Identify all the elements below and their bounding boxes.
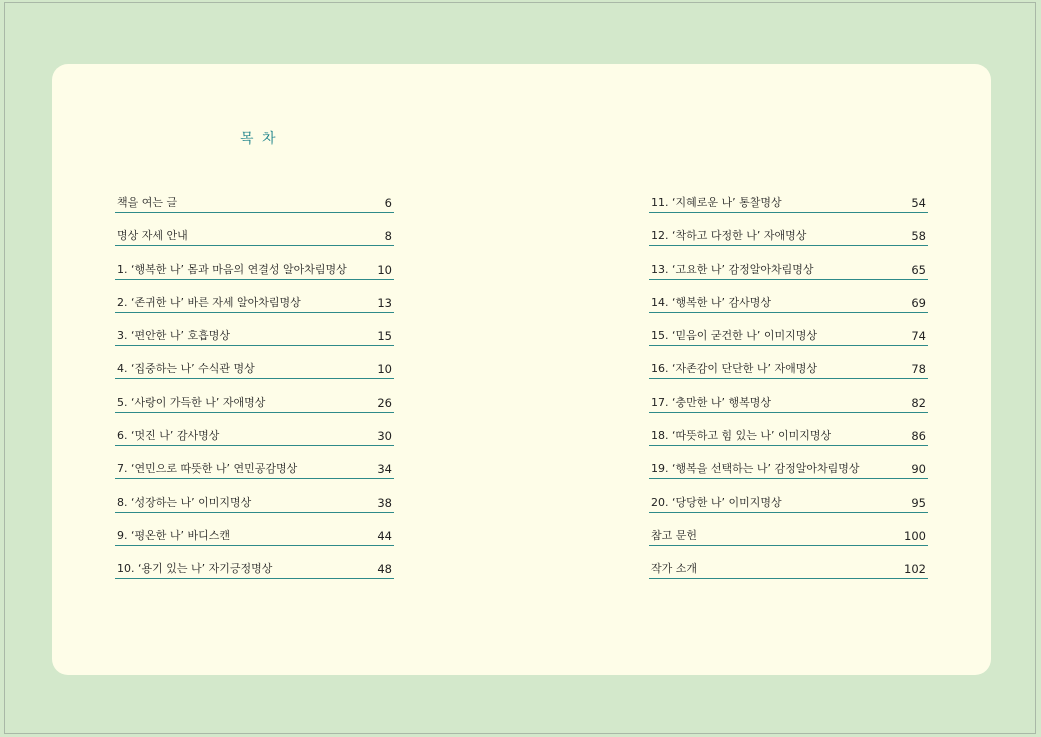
toc-entry-page-number: 10 [377, 262, 392, 277]
toc-entry[interactable] [649, 257, 928, 290]
toc-entry[interactable] [115, 356, 394, 389]
toc-entry-line [115, 427, 394, 446]
toc-entry-line [115, 560, 394, 579]
toc-entry-page-number: 6 [384, 196, 392, 210]
toc-entry-page-number: 48 [377, 562, 392, 577]
toc-entry-label: 1. ‘행복한 나’ 몸과 마음의 연결성 알아차림명상 [117, 262, 347, 276]
toc-entry-page-number: 58 [911, 229, 926, 244]
toc-entry[interactable] [115, 490, 394, 523]
toc-entry-line [649, 560, 928, 579]
toc-entry-label: 17. ‘충만한 나’ 행복명상 [651, 395, 771, 409]
toc-entry-label: 20. ‘당당한 나’ 이미지명상 [651, 495, 782, 509]
toc-entry-label: 작가 소개 [651, 562, 698, 576]
toc-entry[interactable] [649, 290, 928, 323]
toc-entry-label: 10. ‘용기 있는 나’ 자기긍정명상 [117, 562, 273, 576]
toc-entry-page-number: 90 [911, 462, 926, 477]
toc-title: 목 차 [240, 131, 278, 147]
toc-entry[interactable] [115, 390, 394, 423]
toc-entry[interactable] [115, 323, 394, 356]
toc-entry-page-number: 69 [911, 295, 926, 310]
toc-entry-page-number: 74 [911, 329, 926, 344]
toc-entry[interactable] [649, 490, 928, 523]
toc-entry[interactable] [649, 456, 928, 489]
toc-entry[interactable] [115, 456, 394, 489]
toc-entry-label: 9. ‘평온한 나’ 바디스캔 [117, 528, 230, 542]
toc-entry-line [115, 227, 394, 246]
toc-entry[interactable] [649, 523, 928, 556]
toc-entry-label: 19. ‘행복을 선택하는 나’ 감정알아차림명상 [651, 462, 860, 476]
toc-entry-page-number: 65 [911, 262, 926, 277]
toc-entry-line [649, 494, 928, 513]
toc-entry-page-number: 44 [377, 528, 392, 543]
toc-entry[interactable] [649, 423, 928, 456]
toc-entry-line [115, 294, 394, 313]
toc-left-column [115, 190, 394, 590]
toc-entry-label: 8. ‘성장하는 나’ 이미지명상 [117, 495, 252, 509]
toc-entry[interactable] [115, 223, 394, 256]
toc-entry-line [649, 294, 928, 313]
toc-entry-label: 14. ‘행복한 나’ 감사명상 [651, 295, 771, 309]
toc-entry-page-number: 26 [377, 395, 392, 410]
toc-entry-line [649, 527, 928, 546]
toc-entry[interactable] [115, 290, 394, 323]
toc-entry-line [649, 261, 928, 280]
toc-entry-line [649, 194, 928, 213]
toc-entry-line [649, 394, 928, 413]
toc-entry-page-number: 8 [384, 229, 392, 244]
toc-entry-page-number: 10 [377, 362, 392, 377]
toc-entry[interactable] [115, 523, 394, 556]
toc-entry-page-number: 82 [911, 395, 926, 410]
toc-entry-label: 18. ‘따뜻하고 힘 있는 나’ 이미지명상 [651, 429, 832, 443]
toc-entry-label: 2. ‘존귀한 나’ 바른 자세 알아차림명상 [117, 295, 301, 309]
toc-entry-page-number: 38 [377, 495, 392, 510]
toc-entry-line [649, 360, 928, 379]
toc-entry-label: 5. ‘사랑이 가득한 나’ 자애명상 [117, 395, 266, 409]
toc-entry-label: 15. ‘믿음이 굳건한 나’ 이미지명상 [651, 329, 817, 343]
toc-entry[interactable] [115, 257, 394, 290]
toc-entry-line [649, 227, 928, 246]
toc-entry[interactable] [115, 190, 394, 223]
toc-entry[interactable] [649, 323, 928, 356]
toc-entry-line [115, 394, 394, 413]
toc-entry-page-number: 100 [904, 528, 926, 543]
toc-entry-label: 책을 여는 글 [117, 196, 178, 209]
toc-entry-page-number: 54 [911, 196, 926, 210]
toc-entry-line [115, 527, 394, 546]
toc-entry[interactable] [115, 423, 394, 456]
toc-entry-label: 6. ‘멋진 나’ 감사명상 [117, 429, 220, 443]
toc-entry-page-number: 86 [911, 429, 926, 444]
toc-entry-page-number: 34 [377, 462, 392, 477]
toc-entry-line [649, 427, 928, 446]
toc-entry[interactable] [649, 390, 928, 423]
toc-entry-line [115, 194, 394, 213]
toc-entry-label: 13. ‘고요한 나’ 감정알아차림명상 [651, 262, 814, 276]
toc-entry-page-number: 102 [904, 562, 926, 577]
toc-entry-label: 3. ‘편안한 나’ 호흡명상 [117, 329, 230, 343]
toc-entry-page-number: 30 [377, 429, 392, 444]
toc-entry-label: 4. ‘집중하는 나’ 수식관 명상 [117, 362, 255, 376]
toc-entry-label: 명상 자세 안내 [117, 229, 188, 243]
toc-entry-page-number: 95 [911, 495, 926, 510]
toc-entry-label: 7. ‘연민으로 따뜻한 나’ 연민공감명상 [117, 462, 298, 476]
toc-entry-line [649, 327, 928, 346]
toc-entry[interactable] [649, 223, 928, 256]
toc-entry[interactable] [649, 190, 928, 223]
toc-entry-line [115, 261, 394, 280]
toc-entry-line [115, 460, 394, 479]
toc-entry-label: 12. ‘착하고 다정한 나’ 자애명상 [651, 229, 807, 243]
toc-entry-line [649, 460, 928, 479]
toc-entry[interactable] [115, 556, 394, 589]
toc-entry-line [115, 327, 394, 346]
toc-entry-label: 참고 문헌 [651, 528, 698, 542]
toc-entry-line [115, 360, 394, 379]
toc-entry[interactable] [649, 356, 928, 389]
toc-entry-page-number: 15 [377, 329, 392, 344]
toc-entry-label: 16. ‘자존감이 단단한 나’ 자애명상 [651, 362, 817, 376]
toc-entry-page-number: 13 [377, 295, 392, 310]
toc-entry[interactable] [649, 556, 928, 589]
toc-entry-line [115, 494, 394, 513]
toc-entry-page-number: 78 [911, 362, 926, 377]
toc-right-column [649, 190, 928, 590]
toc-entry-label: 11. ‘지혜로운 나’ 통찰명상 [651, 196, 782, 209]
